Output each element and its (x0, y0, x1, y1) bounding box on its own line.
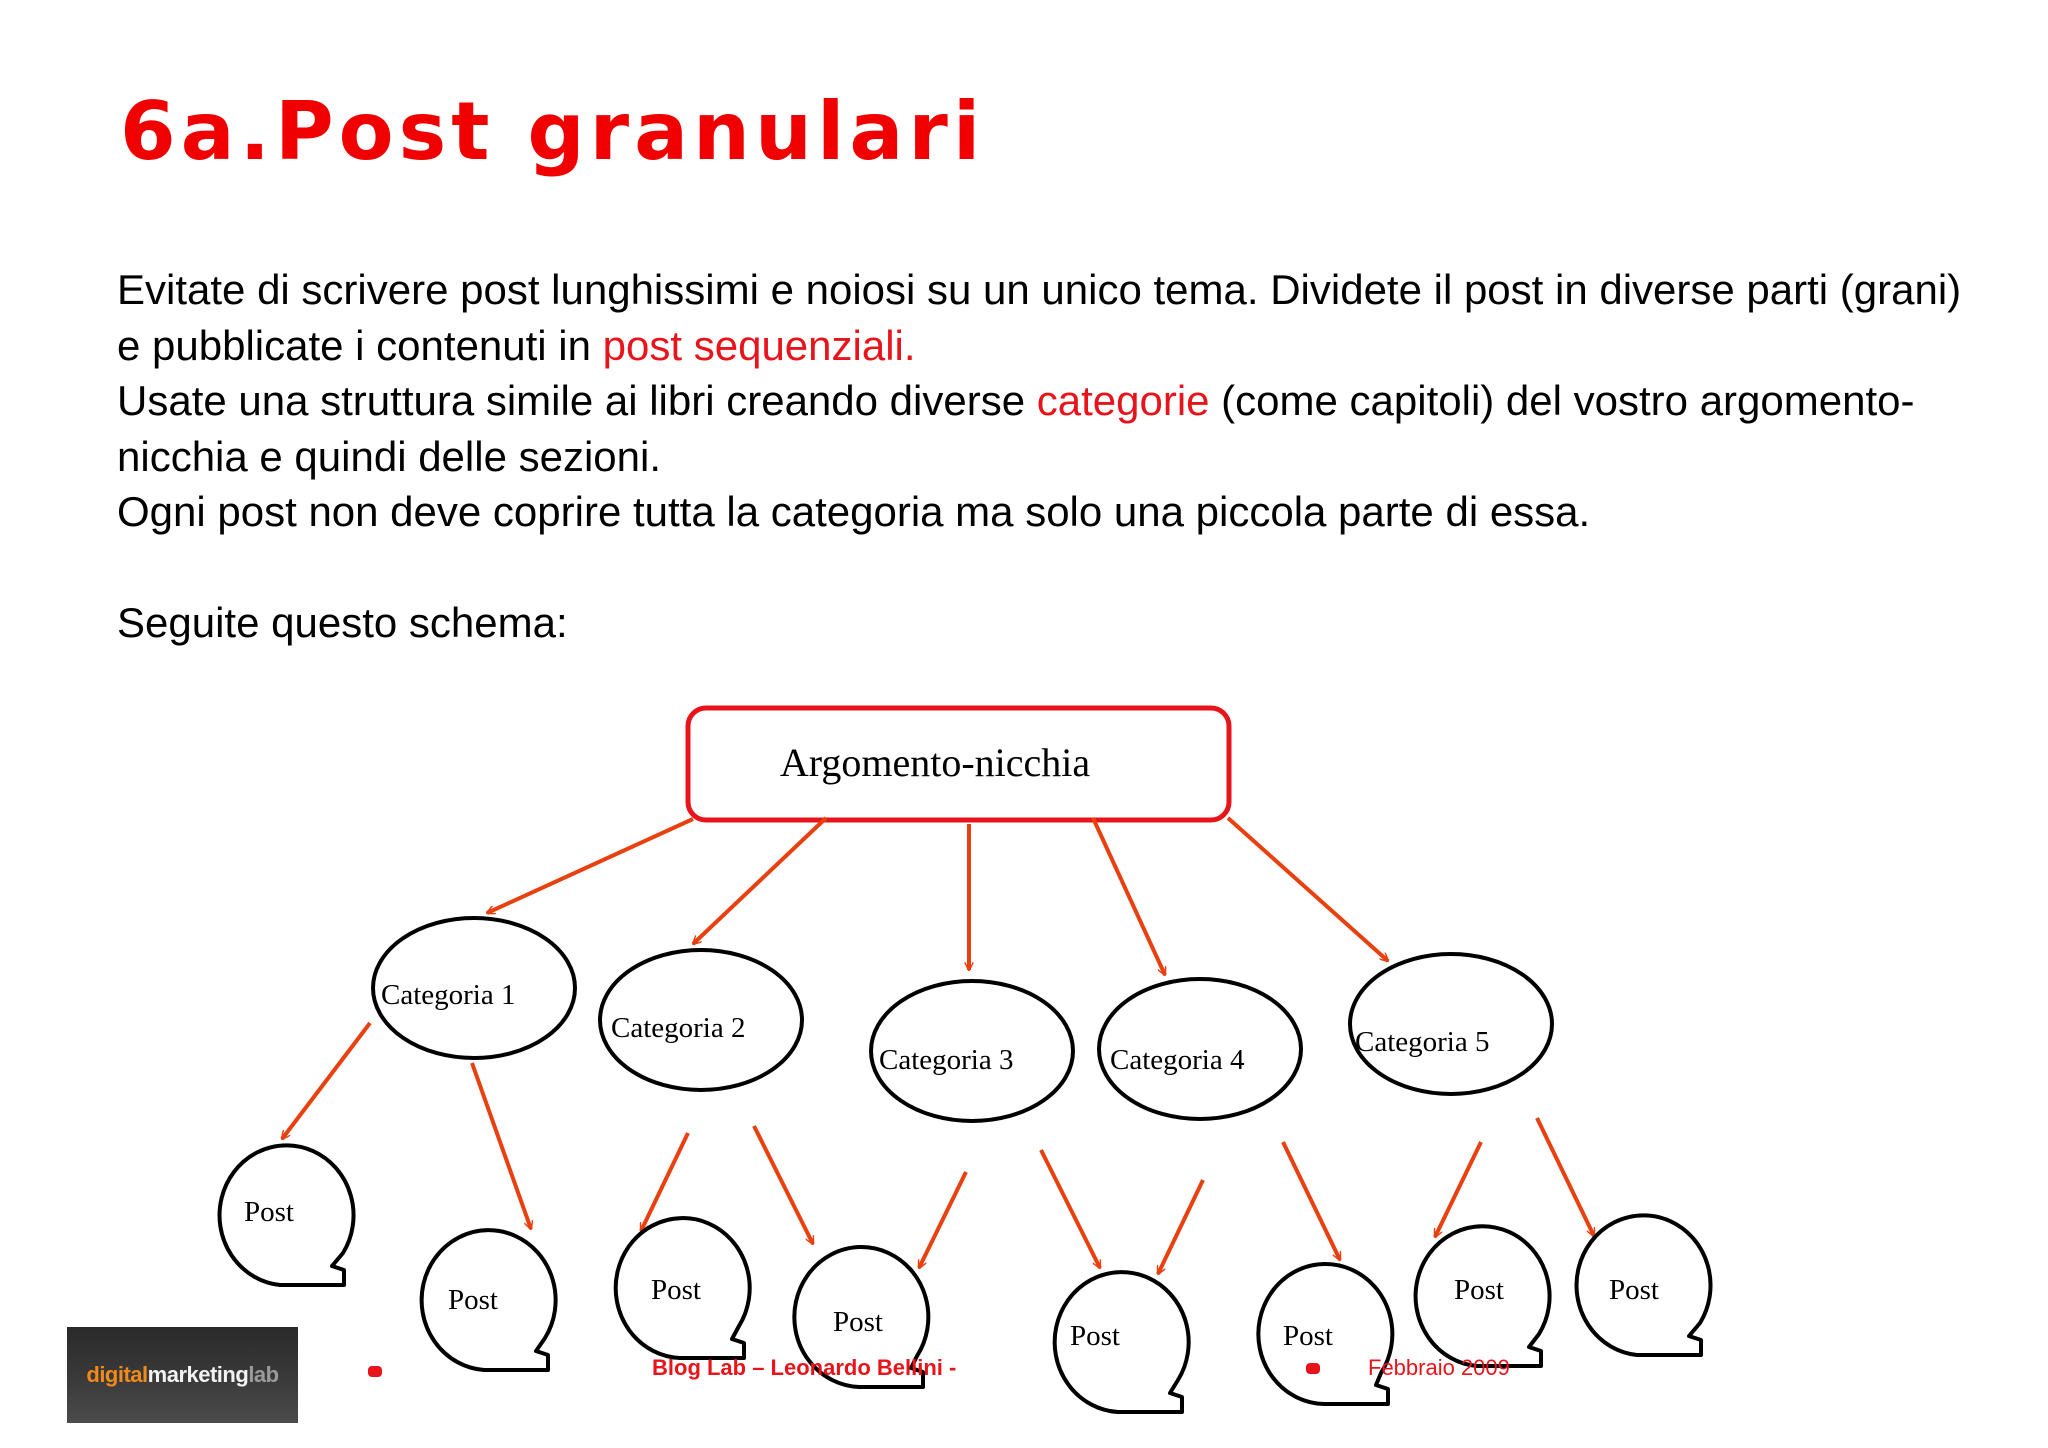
paragraph-2-text-a: Usate una struttura simile ai libri creando diverse (117, 377, 1037, 424)
digitalmarketinglab-logo (67, 1327, 298, 1423)
arrow-categoria-1-to-post-1 (282, 1023, 370, 1139)
root-node-label: Argomento-nicchia (779, 740, 1091, 785)
paragraph-2-text-b: (come capitoli) del vostro argomento-nicchia e quindi delle sezioni. (117, 377, 1915, 480)
logo-text-marketing: marketing (147, 1362, 249, 1387)
post-label-6: Post (1283, 1320, 1333, 1352)
footer-author: Blog Lab – Leonardo Bellini - (652, 1355, 957, 1380)
arrow-categoria-3-to-post-5 (1041, 1150, 1100, 1268)
footer-dot-left (368, 1366, 382, 1377)
highlight-post-sequenziali: post sequenziali. (602, 321, 916, 369)
logo-text-digital: digital (86, 1362, 148, 1387)
highlight-categorie: categorie (1036, 377, 1210, 424)
arrow-categoria-5-to-post-8 (1537, 1118, 1594, 1236)
categoria-1-label: Categoria 1 (381, 979, 516, 1011)
arrow-root-to-categoria-1 (487, 819, 693, 913)
arrow-root-to-categoria-2 (693, 818, 826, 944)
footer-dot-right (1306, 1363, 1320, 1374)
post-label-7: Post (1454, 1274, 1504, 1306)
categoria-2-label: Categoria 2 (611, 1012, 746, 1044)
post-label-8: Post (1609, 1274, 1659, 1306)
arrow-categoria-4-to-post-6 (1283, 1142, 1340, 1260)
categoria-5-node (1350, 954, 1552, 1094)
post-label-5: Post (1070, 1320, 1120, 1352)
paragraph-1-text: Evitate di scrivere post lunghissimi e noiosi su un unico tema. Dividete il post in diverse parti (grani) e pubblicate i contenuti in (117, 266, 1962, 369)
categoria-3-label: Categoria 3 (879, 1044, 1014, 1076)
arrow-categoria-3-to-post-4 (919, 1172, 966, 1268)
categoria-4-label: Categoria 4 (1110, 1044, 1245, 1076)
post-label-3: Post (651, 1274, 701, 1306)
arrow-root-to-categoria-4 (1093, 818, 1165, 975)
arrow-categoria-2-to-post-4 (754, 1126, 813, 1244)
arrow-categoria-5-to-post-7 (1435, 1142, 1481, 1237)
footer-date: Febbraio 2009 (1368, 1355, 1510, 1380)
slide-title: 6a.Post granulari (120, 85, 986, 178)
logo-text-lab: lab (248, 1362, 279, 1387)
categoria-5-label: Categoria 5 (1355, 1026, 1490, 1058)
post-label-1: Post (244, 1196, 294, 1228)
post-label-4: Post (833, 1306, 883, 1338)
post-label-2: Post (448, 1284, 498, 1316)
arrow-categoria-1-to-post-2 (472, 1063, 531, 1229)
paragraph-3: Ogni post non deve coprire tutta la categoria ma solo una piccola parte di essa. (117, 488, 1591, 535)
paragraph-4: Seguite questo schema: (117, 599, 568, 646)
arrow-root-to-categoria-5 (1228, 818, 1388, 961)
arrow-categoria-4-to-post-5 (1158, 1180, 1203, 1274)
